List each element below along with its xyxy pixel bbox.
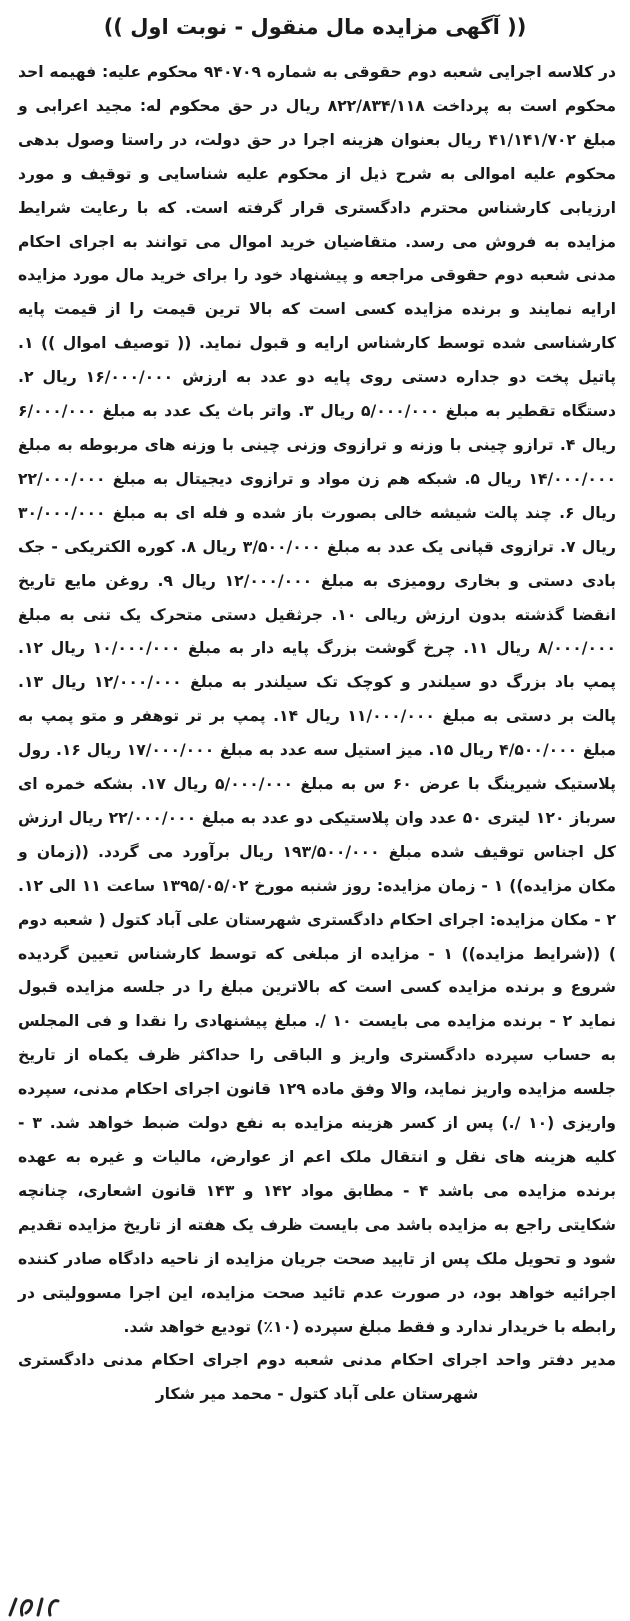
notice-signature: مدیر دفتر واحد اجرای احکام مدنی شعبه دوم اجرای احکام مدنی دادگستری شهرستان علی آباد کتول - محمد میر شکار (18, 1351, 616, 1404)
notice-title: (( آگهی مزایده مال منقول - نوبت اول )) (103, 15, 527, 39)
notice-body: در کلاسه اجرایی شعبه دوم حقوقی به شماره ۹۴۰۷۰۹ محکوم علیه: فهیمه احد محکوم است به پرداخت ۸۲۲/۸۳۴/۱۱۸ ریال در حق محکوم له: مجید اعرابی و مبلغ ۴۱/۱۴۱/۷۰۲ ریال بعنوان هزینه اجرا در حق دولت، در راستا وصول بدهی محکوم علیه اموالی به شرح ذیل از محکوم علیه شناسایی و توقیف و مورد ارزیابی کارشناس محترم دادگستری قرار گرفته است. که با رعایت شرایط مزایده به فروش می رسد. متقاضیان خرید اموال می توانند به اجرای احکام مدنی شعبه دوم حقوقی مراجعه و پیشنهاد خود را برای خرید مال مورد مزایده ارایه نمایند و برنده مزایده کسی است که بالا ترین قیمت را از قیمت پایه کارشناسی شده توسط کارشناس ارایه و قبول نماید. (( توصیف اموال )) ۱. پاتیل پخت دو جداره دستی روی پایه دو عدد به ارزش ۱۶/۰۰۰/۰۰۰ ریال ۲. دستگاه تقطیر به مبلغ ۵/۰۰۰/۰۰۰ ریال ۳. واتر باث یک عدد به مبلغ ۶/۰۰۰/۰۰۰ ریال ۴. ترازو چینی با وزنه و ترازوی وزنی چینی با وزنه های مربوطه به مبلغ ۱۴/۰۰۰/۰۰۰ ریال ۵. شبکه هم زن مواد و ترازوی دیجیتال به مبلغ ۲۲/۰۰۰/۰۰۰ ریال ۶. چند پالت شیشه خالی بصورت باز شده و فله ای به مبلغ ۳۰/۰۰۰/۰۰۰ ریال ۷. ترازوی قپانی یک عدد به مبلغ ۳/۵۰۰/۰۰۰ ریال ۸. کوره الکتریکی - جک بادی دستی و بخاری رومیزی به مبلغ ۱۲/۰۰۰/۰۰۰ ریال ۹. روغن مایع تاریخ انقضا گذشته بدون ارزش ریالی ۱۰. جرثقیل دستی متحرک یک تنی به مبلغ ۸/۰۰۰/۰۰۰ ریال ۱۱. چرخ گوشت بزرگ پایه دار به مبلغ ۱۰/۰۰۰/۰۰۰ ریال ۱۲. پمپ باد بزرگ دو سیلندر و کوچک تک سیلندر به مبلغ ۱۲/۰۰۰/۰۰۰ ریال ۱۳. پالت بر دستی به مبلغ ۱۱/۰۰۰/۰۰۰ ریال ۱۴. پمپ بر تر توهفر و متو پمپ به مبلغ ۴/۵۰۰/۰۰۰ ریال ۱۵. میز استیل سه عدد به مبلغ ۱۷/۰۰۰/۰۰۰ ریال ۱۶. رول پلاستیک شیرینگ با عرض ۶۰ س به مبلغ ۵/۰۰۰/۰۰۰ ریال ۱۷. بشکه خمره ای سرباز ۱۲۰ لیتری ۵۰ عدد وان پلاستیکی دو عدد به مبلغ ۲۲/۰۰۰/۰۰۰ ریال ارزش کل اجناس توقیف شده مبلغ ۱۹۳/۵۰۰/۰۰۰ ریال برآورد می گردد. ((زمان و مکان مزایده)) ۱ - زمان مزایده: روز شنبه مورخ ۱۳۹۵/۰۵/۰۲ ساعت ۱۱ الی ۱۲. ۲ - مکان مزایده: اجرای احکام دادگستری شهرستان علی آباد کتول ( شعبه دوم ) ((شرایط مزایده)) ۱ - مزایده از مبلغی که توسط کارشناس تعیین گردیده شروع و برنده مزایده کسی است که بالاترین مبلغ را در جلسه مزایده قبول نماید ۲ - برنده مزایده می بایست ۱۰ /. مبلغ پیشنهادی را نقدا و فی المجلس به حساب سپرده دادگستری واریز و الباقی را حداکثر ظرف یکماه از تاریخ جلسه مزایده واریز نماید، والا وفق ماده ۱۲۹ قانون اجرای احکام مدنی، سپرده واریزی (۱۰ /.) پس از کسر هزینه مزایده به نفع دولت ضبط خواهد شد. ۳ - کلیه هزینه های نقل و انتقال ملک اعم از عوارض، مالیات و غیره به عهده برنده مزایده می باشد ۴ - مطابق مواد ۱۴۲ و ۱۴۳ قانون اشعاری، چنانچه شکایتی راجع به مزایده باشد می بایست ظرف یک هفته از تاریخ مزایده تقدیم شود و تحویل ملک پس از تایید صحت جریان مزایده از ناحیه دادگاه صادر کننده اجرائیه خواهد بود، در صورت عدم تائید صحت مزایده، این اجرا مسوولیتی در رابطه با خریدار ندارد و فقط مبلغ سپرده (۱۰٪) تودیع خواهد شد. (18, 63, 617, 1336)
handwritten-page-mark (6, 1593, 68, 1619)
